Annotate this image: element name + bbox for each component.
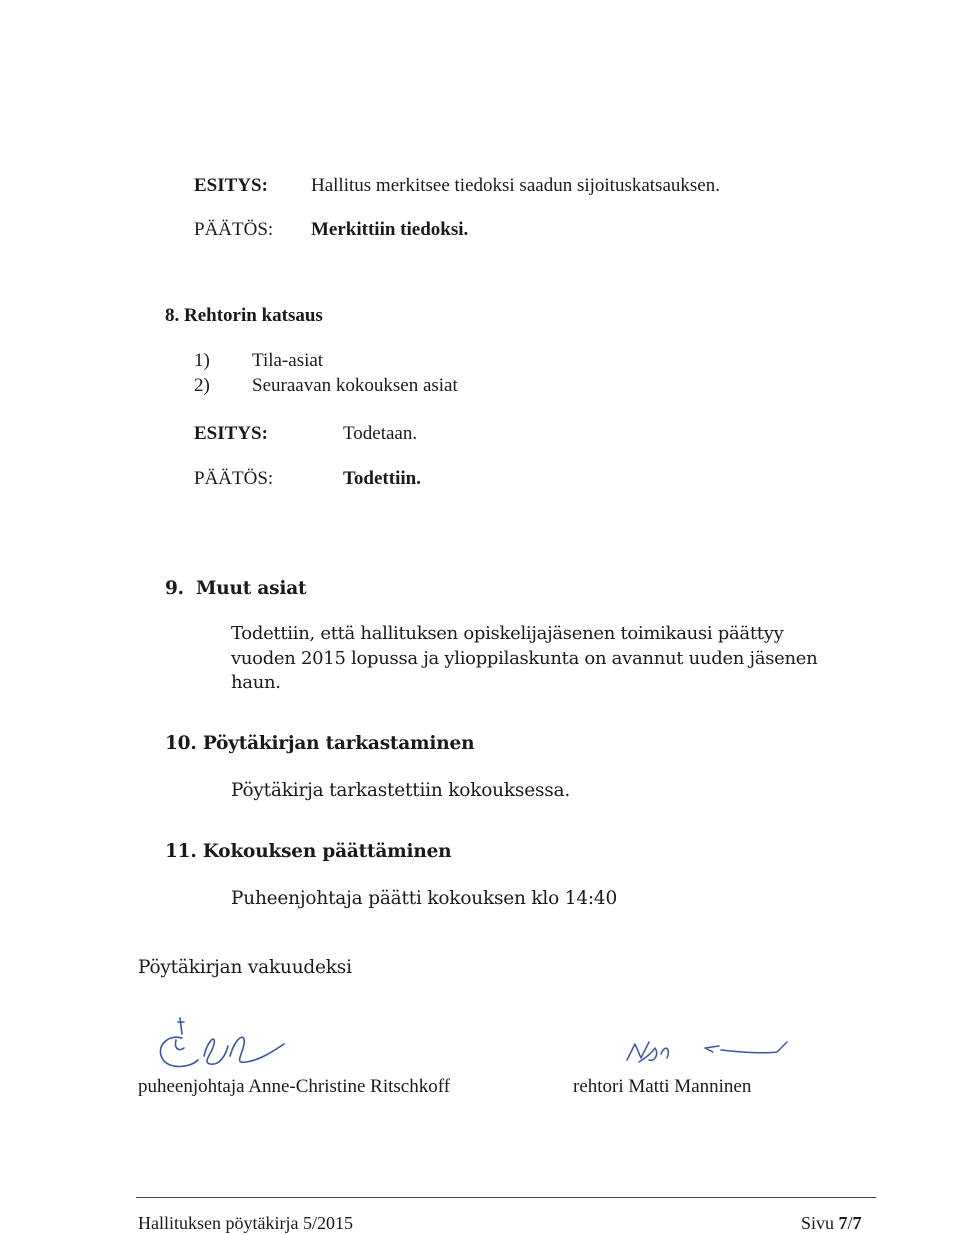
paatos-label: PÄÄTÖS:: [194, 468, 274, 489]
list-item-number: 1): [194, 350, 210, 371]
esitys-label: ESITYS:: [194, 175, 268, 196]
page-prefix: Sivu: [801, 1213, 835, 1233]
footer-document-name: Hallituksen pöytäkirja 5/2015: [138, 1213, 353, 1233]
section-heading: 8. Rehtorin katsaus: [165, 305, 323, 326]
signature-caption-rector: rehtori Matti Manninen: [573, 1076, 752, 1097]
signature-caption-chair: puheenjohtaja Anne-Christine Ritschkoff: [138, 1076, 451, 1097]
paatos-label: PÄÄTÖS:: [194, 219, 274, 240]
signature-matti-manninen: [615, 1018, 795, 1078]
section-heading: 10. Pöytäkirjan tarkastaminen: [165, 733, 475, 754]
body-line: vuoden 2015 lopussa ja ylioppilaskunta on avannut uuden jäsenen: [231, 647, 818, 669]
body-line: haun.: [231, 672, 281, 693]
list-item-number: 2): [194, 375, 210, 396]
esitys-label: ESITYS:: [194, 423, 268, 444]
esitys-text: Todetaan.: [343, 423, 418, 444]
section-heading: Muut asiat: [196, 578, 307, 599]
section-heading: 11. Kokouksen päättäminen: [165, 841, 452, 862]
list-item: Seuraavan kokouksen asiat: [252, 375, 458, 396]
signature-anne-christine-ritschkoff: [150, 1010, 310, 1080]
page-current: 7: [838, 1213, 848, 1233]
section-number: 9.: [165, 578, 184, 599]
paatos-text: Todettiin.: [343, 468, 421, 489]
footer-divider: [136, 1197, 876, 1198]
page-separator: /: [847, 1213, 853, 1233]
page-total: 7: [852, 1213, 862, 1233]
signature-intro: Pöytäkirjan vakuudeksi: [138, 957, 352, 978]
section-body: [231, 622, 831, 696]
footer-page-number: [801, 1213, 862, 1234]
body-line: Todettiin, että hallituksen opiskelijajäsenen toimikausi päättyy: [231, 623, 784, 644]
section-body: Puheenjohtaja päätti kokouksen klo 14:40: [231, 888, 618, 909]
section-body: Pöytäkirja tarkastettiin kokouksessa.: [231, 780, 571, 801]
esitys-text: Hallitus merkitsee tiedoksi saadun sijoituskatsauksen.: [311, 175, 720, 196]
paatos-text: Merkittiin tiedoksi.: [311, 219, 469, 240]
list-item: Tila-asiat: [252, 350, 324, 371]
